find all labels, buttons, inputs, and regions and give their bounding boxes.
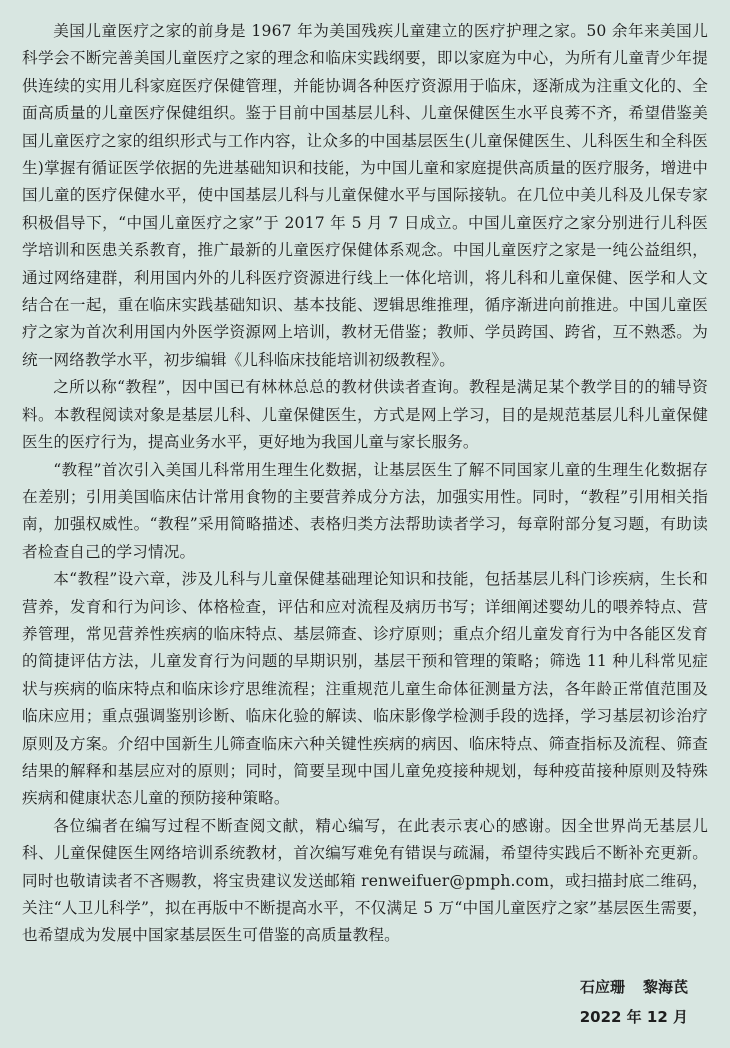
paragraph-4: 本“教程”设六章，涉及儿科与儿童保健基础理论知识和技能，包括基层儿科门诊疾病，生长和营养，发育和行为问诊、体格检查，评估和应对流程及病历书写；详细阐述婴幼儿的喂养特点、营养管理，常见营养性疾病的临床特点、基层筛查、诊疗原则；重点介绍儿童发育行为中各能区发育的简捷评估方法，儿童发育行为问题的早期识别，基层干预和管理的策略；筛选 11 种儿科常见症状与疾病的临床特点和临床诊疗思维流程；注重规范儿童生命体征测量方法，各年龄正常值范围及临床应用；重点强调鉴别诊断、临床化验的解读、临床影像学检测手段的选择，学习基层初诊治疗原则及方案。介绍中国新生儿筛查临床六种关键性疾病的病因、临床特点、筛查指标及流程、筛查结果的解释和基层应对的原则；同时，简要呈现中国儿童免疫接种规划，每种疫苗接种原则及特殊疾病和健康状态儿童的预防接种策略。 [22, 570, 708, 808]
signature-block [580, 972, 688, 1032]
author-name: 石应珊 [579, 978, 625, 996]
paragraph-2: 之所以称“教程”，因中国已有林林总总的教材供读者查询。教程是满足某个教学目的的辅导资料。本教程阅读对象是基层儿科、儿童保健医生，方式是网上学习，目的是规范基层儿科儿童保健医生的医疗行为，提高业务水平，更好地为我国儿童与家长服务。 [22, 378, 708, 452]
author-name: 黎海芪 [642, 978, 688, 996]
paragraph-1: 美国儿童医疗之家的前身是 1967 年为美国残疾儿童建立的医疗护理之家。50 余年来美国儿科学会不断完善美国儿童医疗之家的理念和临床实践纲要，即以家庭为中心，为所有儿童青少年提供连续的实用儿科家庭医疗保健管理，并能协调各种医疗资源用于临床，逐渐成为注重文化的、全面高质量的儿童医疗保健组织。鉴于目前中国基层儿科、儿童保健医生水平良莠不齐，希望借鉴美国儿童医疗之家的组织形式与工作内容，让众多的中国基层医生(儿童保健医生、儿科医生和全科医生)掌握有循证医学依据的先进基础知识和技能，为中国儿童和家庭提供高质量的医疗服务，增进中国儿童的医疗保健水平，使中国基层儿科与儿童保健水平与国际接轨。在几位中美儿科及儿保专家积极倡导下，“中国儿童医疗之家”于 2017 年 5 月 7 日成立。中国儿童医疗之家分别进行儿科医学培训和医患关系教育，推广最新的儿童医疗保健体系观念。中国儿童医疗之家是一纯公益组织，通过网络建群，利用国内外的儿科医疗资源进行线上一体化培训，将儿科和儿童保健、医学和人文结合在一起，重在临床实践基础知识、基本技能、逻辑思维推理，循序渐进向前推进。中国儿童医疗之家为首次利用国内外医学资源网上培训，教材无借鉴；教师、学员跨国、跨省，互不熟悉。为统一网络教学水平，初步编辑《儿科临床技能培训初级教程》。 [22, 22, 708, 369]
paragraph-3: “教程”首次引入美国儿科常用生理生化数据，让基层医生了解不同国家儿童的生理生化数据存在差别；引用美国临床估计常用食物的主要营养成分方法，加强实用性。同时，“教程”引用相关指南，加强权威性。“教程”采用简略描述、表格归类方法帮助读者学习，每章附部分复习题，有助读者检查自己的学习情况。 [22, 460, 708, 561]
signature-date: 2022 年 12 月 [579, 1008, 688, 1026]
preface-body [22, 18, 708, 950]
paragraph-5: 各位编者在编写过程不断查阅文献，精心编写，在此表示衷心的感谢。因全世界尚无基层儿科、儿童保健医生网络培训系统教材，首次编写难免有错误与疏漏，希望待实践后不断补充更新。同时也敬请读者不吝赐教，将宝贵建议发送邮箱 renweifuer@pmph.com，或扫描封底二维码，关注“人卫儿科学”，拟在再版中不断提高水平，不仅满足 5 万“中国儿童医疗之家”基层医生需要，也希望成为发展中国家基层医生可借鉴的高质量教程。 [22, 816, 708, 945]
author-names [580, 972, 688, 1002]
